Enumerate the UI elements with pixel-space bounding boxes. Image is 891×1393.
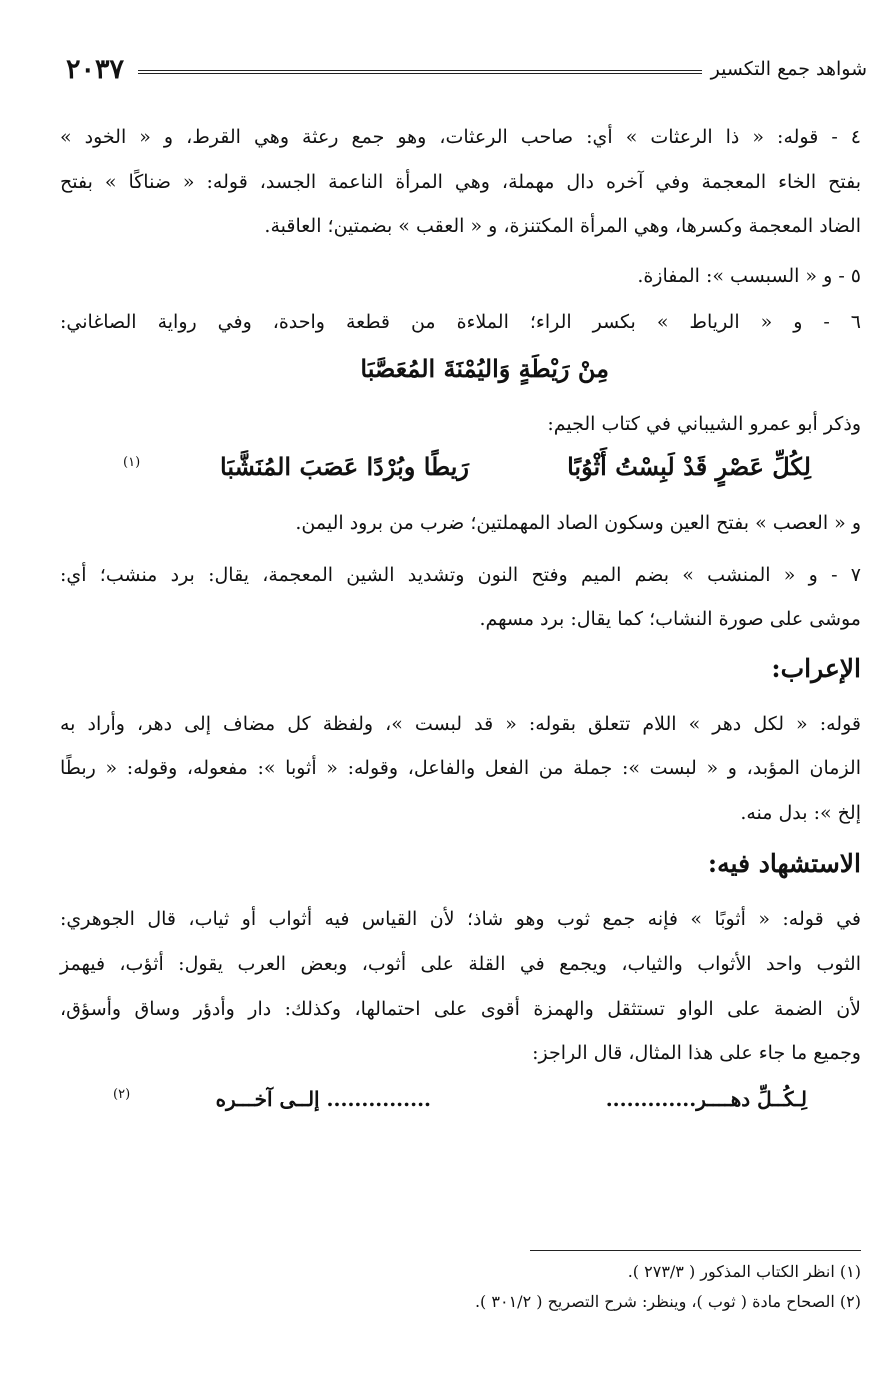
istishhad-line-4: وجميع ما جاء على هذا المثال، قال الراجز: xyxy=(532,1042,861,1064)
note-6: ٦ - و « الرياط » بكسر الراء؛ الملاءة من قطعة واحدة، وفي رواية الصاغاني: xyxy=(60,311,861,333)
running-header xyxy=(66,54,867,86)
note-4-line-3: الضاد المعجمة وكسرها، وهي المرأة المكتنزة، و « العقب » بضمتين؛ العاقبة. xyxy=(264,215,861,237)
footnote-2: (٢) الصحاح مادة ( ثوب )، وينظر: شرح التصريح ( ٣٠١/٢ ). xyxy=(474,1292,861,1311)
note-5: ٥ - و « السبسب »: المفازة. xyxy=(637,265,861,287)
header-title: شواهد جمع التكسير xyxy=(710,58,867,80)
verse-saghani: مِنْ رَيْطَةٍ وَاليُمْنَةَ المُعَصَّبَا xyxy=(360,354,609,383)
asab-line: و « العصب » بفتح العين وسكون الصاد المهملتين؛ ضرب من برود اليمن. xyxy=(295,512,861,534)
istishhad-line-2: الثوب واحد الأثواب والثياب، ويجمع في القلة على أثوب، وبعض العرب يقول: أثؤب، فيهمز xyxy=(60,953,861,975)
irab-heading: الإعراب: xyxy=(771,654,861,683)
footnote-ref-1: (١) xyxy=(123,455,141,470)
verse-2-second-hemistich: رَيطًا وبُرْدًا عَصَبَ المُنَشَّبَا xyxy=(220,452,469,481)
irab-line-2: الزمان المؤبد، و « لبست »: جملة من الفعل والفاعل، وقوله: « أثوبا »: مفعوله، وقوله: « ربطًا xyxy=(60,757,861,779)
istishhad-line-3: لأن الضمة على الواو تستثقل والهمزة أقوى على احتمالها، وكذلك: دار وأدؤر وساق وأسؤق، xyxy=(60,998,861,1020)
note-4-line-2: بفتح الخاء المعجمة وفي آخره دال مهملة، وهي المرأة الناعمة الجسد، قوله: « ضناكًا » بفتح xyxy=(60,171,861,193)
note-7-line-1: ٧ - و « المنشب » بضم الميم وفتح النون وتشديد الشين المعجمة، يقال: برد منشب؛ أي: xyxy=(60,564,861,586)
rajaz-verse-second-half: ............... إلــى آخـــره xyxy=(215,1087,431,1111)
rajaz-verse-first-half: لِـكُــلِّ دهــــر............. xyxy=(605,1087,807,1111)
page-number: ٢٠٣٧ xyxy=(66,54,125,85)
note-7-line-2: موشى على صورة النشاب؛ كما يقال: برد مسهم. xyxy=(479,608,861,630)
irab-line-3: إلخ »: بدل منه. xyxy=(740,802,861,824)
verse-2-first-hemistich: لِكُلِّ عَصْرٍ قَدْ لَبِسْتُ أَثْوُبًا xyxy=(567,452,811,481)
footnote-rule xyxy=(530,1250,861,1251)
footnote-1: (١) انظر الكتاب المذكور ( ٢٧٣/٣ ). xyxy=(627,1262,861,1281)
shaybani-line: وذكر أبو عمرو الشيباني في كتاب الجيم: xyxy=(547,413,861,435)
note-4-line-1: ٤ - قوله: « ذا الرعثات » أي: صاحب الرعثات، وهو جمع رعثة وهي القرط، و « الخود » xyxy=(60,126,861,148)
footnote-ref-2: (٢) xyxy=(113,1087,131,1102)
irab-line-1: قوله: « لكل دهر » اللام تتعلق بقوله: « قد لبست »، ولفظة كل مضاف إلى دهر، وأراد به xyxy=(60,713,861,735)
header-rule xyxy=(138,70,702,74)
istishhad-line-1: في قوله: « أثوبًا » فإنه جمع ثوب وهو شاذ؛ لأن القياس فيه أثواب أو ثياب، قال الجوهري: xyxy=(60,908,861,930)
istishhad-heading: الاستشهاد فيه: xyxy=(707,849,861,878)
